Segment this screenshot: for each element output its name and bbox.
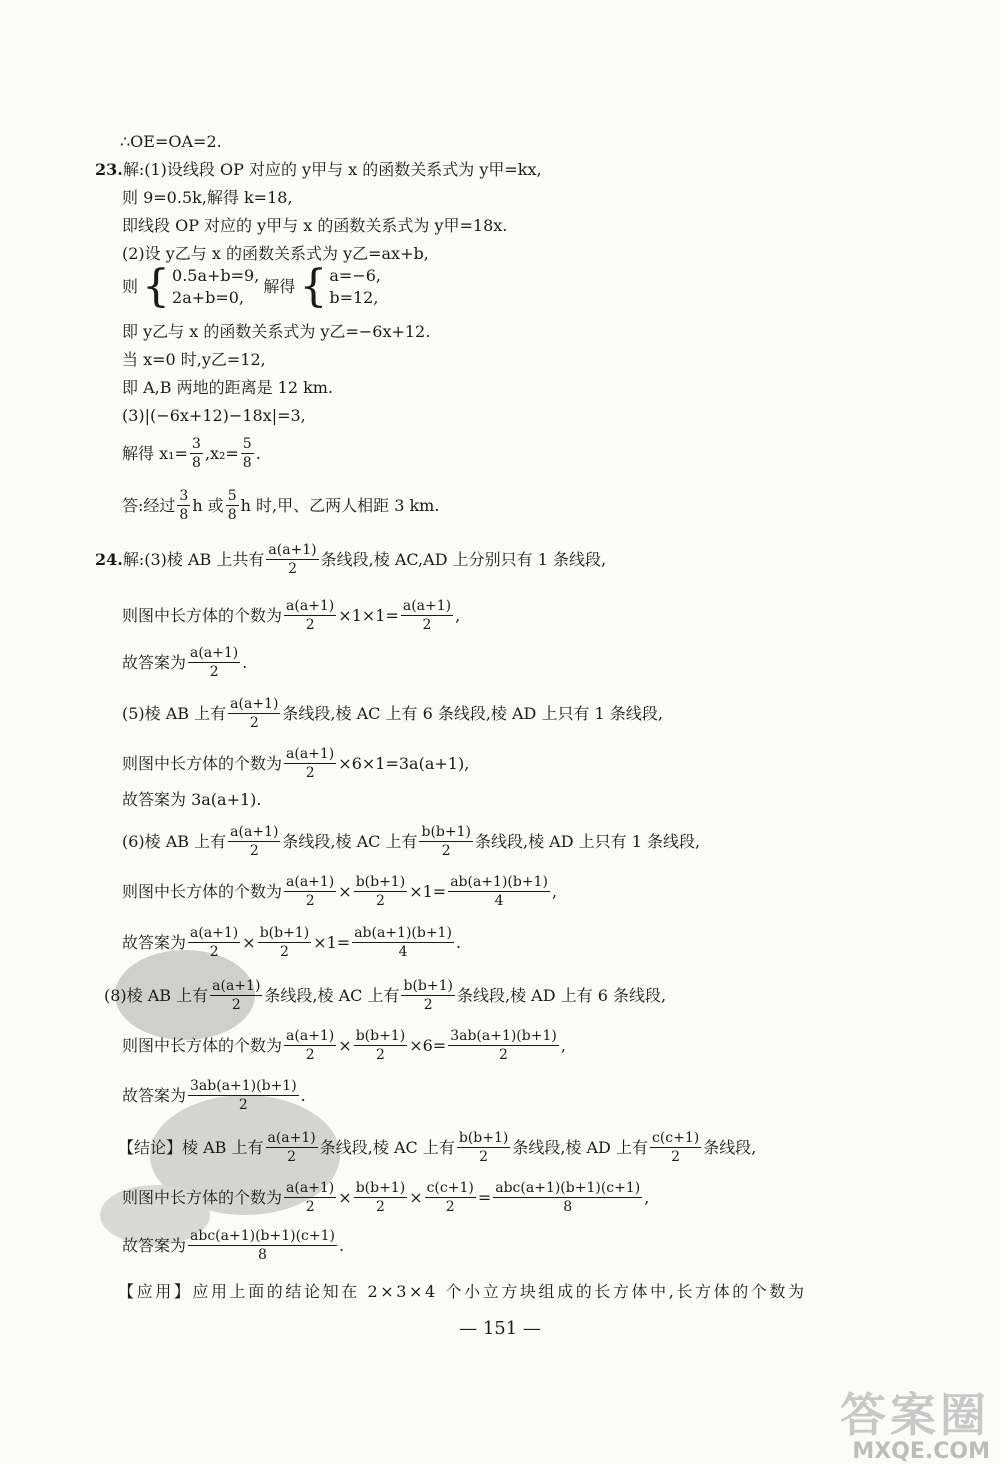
fraction: [401, 978, 455, 1013]
fraction-numerator: 5: [242, 436, 252, 452]
fraction-denominator: 2: [305, 1199, 315, 1215]
fraction-denominator: 2: [305, 1047, 315, 1063]
text-segment: 故答案为: [122, 932, 187, 952]
fraction-denominator: 2: [423, 997, 433, 1013]
text-segment: 解得: [263, 277, 296, 296]
text-segment: ∴OE=OA=2.: [120, 132, 222, 151]
fraction-numerator: a(a+1): [286, 598, 335, 614]
fraction-numerator: a(a+1): [190, 645, 239, 661]
fraction-numerator: b(b+1): [259, 925, 310, 941]
q24-line-2: [122, 598, 460, 633]
fraction: [188, 1228, 337, 1263]
conclusion-answer-line: [122, 1228, 344, 1263]
text-segment: ×: [409, 1187, 423, 1207]
fraction-numerator: 3: [179, 488, 189, 504]
text-segment: ×1=: [313, 932, 351, 952]
text-segment: (5)棱 AB 上有: [122, 703, 227, 723]
text-segment: 0.5a+b=9,: [172, 266, 260, 285]
fraction: [419, 824, 473, 859]
fraction-denominator: 8: [191, 455, 201, 471]
text-segment: .: [242, 652, 248, 672]
text-segment: 故答案为: [122, 1085, 187, 1105]
text-segment: 条线段,棱 AD 上有 6 条线段,: [456, 985, 667, 1005]
fraction-denominator: 8: [563, 1199, 573, 1215]
q23-answer-line: [122, 488, 439, 523]
q23-line-6: [122, 350, 266, 370]
fraction-denominator: 2: [231, 997, 241, 1013]
q24-line-3: [122, 645, 247, 680]
text-segment: ×6×1=3a(a+1),: [338, 753, 470, 773]
fraction-numerator: a(a+1): [286, 746, 335, 762]
q23-system-line: [122, 261, 385, 312]
text-segment: ,x₂=: [204, 443, 239, 463]
fraction-denominator: 2: [479, 1149, 489, 1165]
text-segment: 2a+b=0,: [172, 288, 245, 307]
text-segment: (8)棱 AB 上有: [104, 985, 209, 1005]
text-segment: ,: [455, 605, 461, 625]
fraction: [188, 925, 240, 960]
text-segment: ×6=: [409, 1035, 447, 1055]
text-segment: a=−6,: [329, 266, 381, 285]
fraction: [354, 1180, 408, 1215]
fraction: [177, 488, 190, 523]
fraction-three-eighths: [190, 436, 203, 471]
text-segment: b=12,: [329, 288, 379, 307]
text-segment: ×: [242, 932, 256, 952]
fraction-denominator: 8: [242, 455, 252, 471]
fraction-denominator: 2: [671, 1149, 681, 1165]
text-segment: 则图中长方体的个数为: [122, 1187, 283, 1207]
fraction-numerator: 3ab(a+1)(b+1): [450, 1028, 557, 1044]
q23-line-7: [122, 378, 333, 398]
fraction-numerator: b(b+1): [355, 1028, 406, 1044]
text-segment: .: [455, 932, 462, 952]
fraction: [448, 874, 550, 909]
fraction: [650, 1130, 701, 1165]
fraction-numerator: 3ab(a+1)(b+1): [190, 1078, 297, 1094]
fraction: [258, 925, 312, 960]
text-segment: 【结论】棱 AB 上有: [118, 1137, 264, 1157]
q23-line-5: [122, 322, 430, 342]
fraction-numerator: abc(a+1)(b+1)(c+1): [190, 1228, 335, 1244]
text-segment: 条线段,棱 AD 上有: [512, 1137, 648, 1157]
text-segment: [172, 265, 259, 309]
text-segment: 解得 x₁=: [122, 443, 188, 463]
q23-line-2: [122, 188, 293, 208]
text-segment: 则: [122, 277, 139, 296]
q24-line-8: [122, 874, 557, 909]
text-segment: 答:经过: [122, 495, 176, 515]
text-segment: ×: [338, 881, 352, 901]
fraction-numerator: a(a+1): [190, 925, 239, 941]
text-segment: 解:(3)棱 AB 上共有: [122, 549, 265, 569]
fraction-numerator: b(b+1): [458, 1130, 509, 1146]
fraction-numerator: ab(a+1)(b+1): [450, 874, 548, 890]
q23-solutions-line: [122, 436, 261, 471]
fraction: [425, 1180, 476, 1215]
fraction-five-eighths: [241, 436, 254, 471]
text-segment: (2)设 y乙与 x 的函数关系式为 y乙=ax+b,: [122, 244, 429, 263]
fraction-denominator: 2: [249, 843, 259, 859]
q24-line-4: [122, 696, 663, 731]
text-segment: 条线段,棱 AC 上有: [319, 1137, 455, 1157]
text-segment: 解:(1)设线段 OP 对应的 y甲与 x 的函数关系式为 y甲=kx,: [122, 160, 542, 179]
text-segment: 条线段,棱 AC,AD 上分别只有 1 条线段,: [320, 549, 607, 569]
fraction-numerator: a(a+1): [230, 824, 279, 840]
q24-line-7: [122, 824, 700, 859]
text-segment: {: [142, 261, 171, 312]
fraction: [210, 978, 262, 1013]
text-segment: 条线段,棱 AC 上有: [264, 985, 400, 1005]
text-segment: =: [477, 1187, 492, 1207]
fraction-denominator: 2: [422, 617, 432, 633]
fraction: [284, 598, 336, 633]
text-segment: 故答案为: [122, 1235, 187, 1255]
text-segment: .: [300, 1085, 306, 1105]
text-segment: 条线段,棱 AC 上有 6 条线段,棱 AD 上只有 1 条线段,: [282, 703, 663, 723]
text-segment: [329, 265, 381, 309]
fraction-numerator: c(c+1): [651, 1130, 700, 1146]
text-segment: h 时,甲、乙两人相距 3 km.: [240, 495, 440, 515]
text-segment: (3)|(−6x+12)−18x|=3,: [122, 406, 306, 425]
text-segment: 则图中长方体的个数为: [122, 605, 283, 625]
fraction: [401, 598, 453, 633]
fraction: [284, 1028, 336, 1063]
q24-line-11: [122, 1028, 566, 1063]
fraction: [228, 696, 280, 731]
text-segment: .: [255, 443, 261, 463]
fraction-numerator: 5: [227, 488, 237, 504]
question-number-23: 23.: [95, 160, 123, 179]
text-segment: 条线段,: [703, 1137, 757, 1157]
q23-line-8: [122, 406, 306, 426]
text-segment: {: [299, 261, 328, 312]
q24-line-6: [122, 790, 262, 810]
fraction-numerator: c(c+1): [426, 1180, 474, 1196]
fraction: [266, 542, 318, 577]
fraction: [188, 1078, 299, 1113]
text-segment: ×: [338, 1187, 352, 1207]
equation-system-1: [142, 261, 260, 312]
fraction-numerator: b(b+1): [355, 874, 406, 890]
fraction-denominator: 2: [375, 893, 385, 909]
text-segment: 则图中长方体的个数为: [122, 1035, 283, 1055]
question-number-24: 24.: [95, 549, 123, 569]
text-segment: 则图中长方体的个数为: [122, 753, 283, 773]
fraction-numerator: 3: [191, 436, 201, 452]
fraction-denominator: 2: [209, 944, 219, 960]
fraction-denominator: 2: [499, 1047, 508, 1063]
fraction-denominator: 2: [238, 1097, 248, 1113]
q24-line-5: [122, 746, 469, 781]
fraction-denominator: 4: [494, 893, 504, 909]
text-segment: 条线段,棱 AD 上只有 1 条线段,: [474, 831, 701, 851]
q24-line-10: [104, 978, 666, 1013]
text-segment: (6)棱 AB 上有: [122, 831, 227, 851]
fraction: [457, 1130, 511, 1165]
fraction-numerator: ab(a+1)(b+1): [354, 925, 452, 941]
text-segment: .: [339, 1235, 345, 1255]
fraction-denominator: 2: [441, 843, 451, 859]
fraction-denominator: 2: [305, 765, 315, 781]
q23-line-1: [95, 160, 542, 180]
fraction-denominator: 2: [375, 1047, 385, 1063]
text-segment: 则 9=0.5k,解得 k=18,: [122, 188, 293, 207]
text-segment: ×1=: [409, 881, 447, 901]
text-segment: 故答案为 3a(a+1).: [122, 790, 262, 809]
text-segment: 条线段,棱 AC 上有: [282, 831, 418, 851]
text-segment: 即 y乙与 x 的函数关系式为 y乙=−6x+12.: [122, 322, 431, 341]
fraction: [188, 645, 240, 680]
text-segment: ,: [560, 1035, 566, 1055]
text-segment: 即线段 OP 对应的 y甲与 x 的函数关系式为 y甲=18x.: [122, 216, 508, 235]
text-segment: ,: [551, 881, 558, 901]
fraction: [284, 746, 336, 781]
text-segment: 则图中长方体的个数为: [122, 881, 283, 901]
fraction: [228, 824, 280, 859]
fraction-numerator: a(a+1): [268, 542, 317, 558]
watermark-logo: 答案圈 MXQE.COM: [840, 1388, 990, 1464]
fraction-denominator: 2: [287, 1149, 297, 1165]
fraction-numerator: a(a+1): [402, 598, 452, 614]
q23-line-3: [122, 216, 507, 236]
fraction: [493, 1180, 642, 1215]
q24-line-1: [95, 542, 606, 577]
fraction-numerator: a(a+1): [212, 978, 261, 994]
fraction-numerator: a(a+1): [286, 1028, 335, 1044]
fraction-numerator: b(b+1): [421, 824, 471, 840]
equation-system-2: [299, 261, 381, 312]
conclusion-line: [118, 1130, 756, 1165]
fraction-denominator: 2: [249, 715, 259, 731]
fraction: [266, 1130, 318, 1165]
fraction: [352, 925, 454, 960]
text-segment: ×1×1=: [338, 605, 399, 625]
fraction-denominator: 2: [279, 944, 289, 960]
fraction-denominator: 2: [288, 561, 297, 577]
q24-line-9: [122, 925, 461, 960]
fraction-denominator: 2: [445, 1199, 455, 1215]
text-segment: 【应用】应用上面的结论知在 2×3×4 个小立方块组成的长方体中,长方体的个数为: [118, 1282, 807, 1301]
text-segment: ×: [338, 1035, 352, 1055]
fraction-denominator: 2: [209, 664, 219, 680]
text-segment: 即 A,B 两地的距离是 12 km.: [122, 378, 334, 397]
fraction: [354, 874, 408, 909]
text-segment: 故答案为: [122, 652, 187, 672]
fraction-numerator: b(b+1): [355, 1180, 406, 1196]
fraction-numerator: a(a+1): [267, 1130, 316, 1146]
fraction-denominator: 8: [179, 507, 189, 523]
fraction-denominator: 4: [398, 944, 408, 960]
text-segment: h 或: [192, 495, 224, 515]
line-oe-oa: [120, 132, 222, 152]
fraction-numerator: a(a+1): [286, 1180, 335, 1196]
conclusion-count-line: [122, 1180, 649, 1215]
fraction-numerator: a(a+1): [230, 696, 279, 712]
text-segment: ,: [644, 1187, 650, 1207]
fraction-denominator: 2: [305, 893, 315, 909]
fraction: [354, 1028, 408, 1063]
fraction: [448, 1028, 559, 1063]
fraction: [226, 488, 239, 523]
fraction-denominator: 2: [375, 1199, 385, 1215]
fraction-denominator: 2: [305, 617, 315, 633]
fraction: [284, 1180, 336, 1215]
fraction-numerator: abc(a+1)(b+1)(c+1): [495, 1180, 641, 1196]
fraction: [284, 874, 336, 909]
fraction-denominator: 8: [258, 1247, 267, 1263]
text-segment: 当 x=0 时,y乙=12,: [122, 350, 266, 369]
fraction-denominator: 8: [227, 507, 237, 523]
fraction-numerator: b(b+1): [403, 978, 453, 994]
q24-line-12: [122, 1078, 306, 1113]
fraction-numerator: a(a+1): [286, 874, 335, 890]
application-line: [118, 1282, 807, 1302]
page-number: — 151 —: [459, 1318, 541, 1339]
